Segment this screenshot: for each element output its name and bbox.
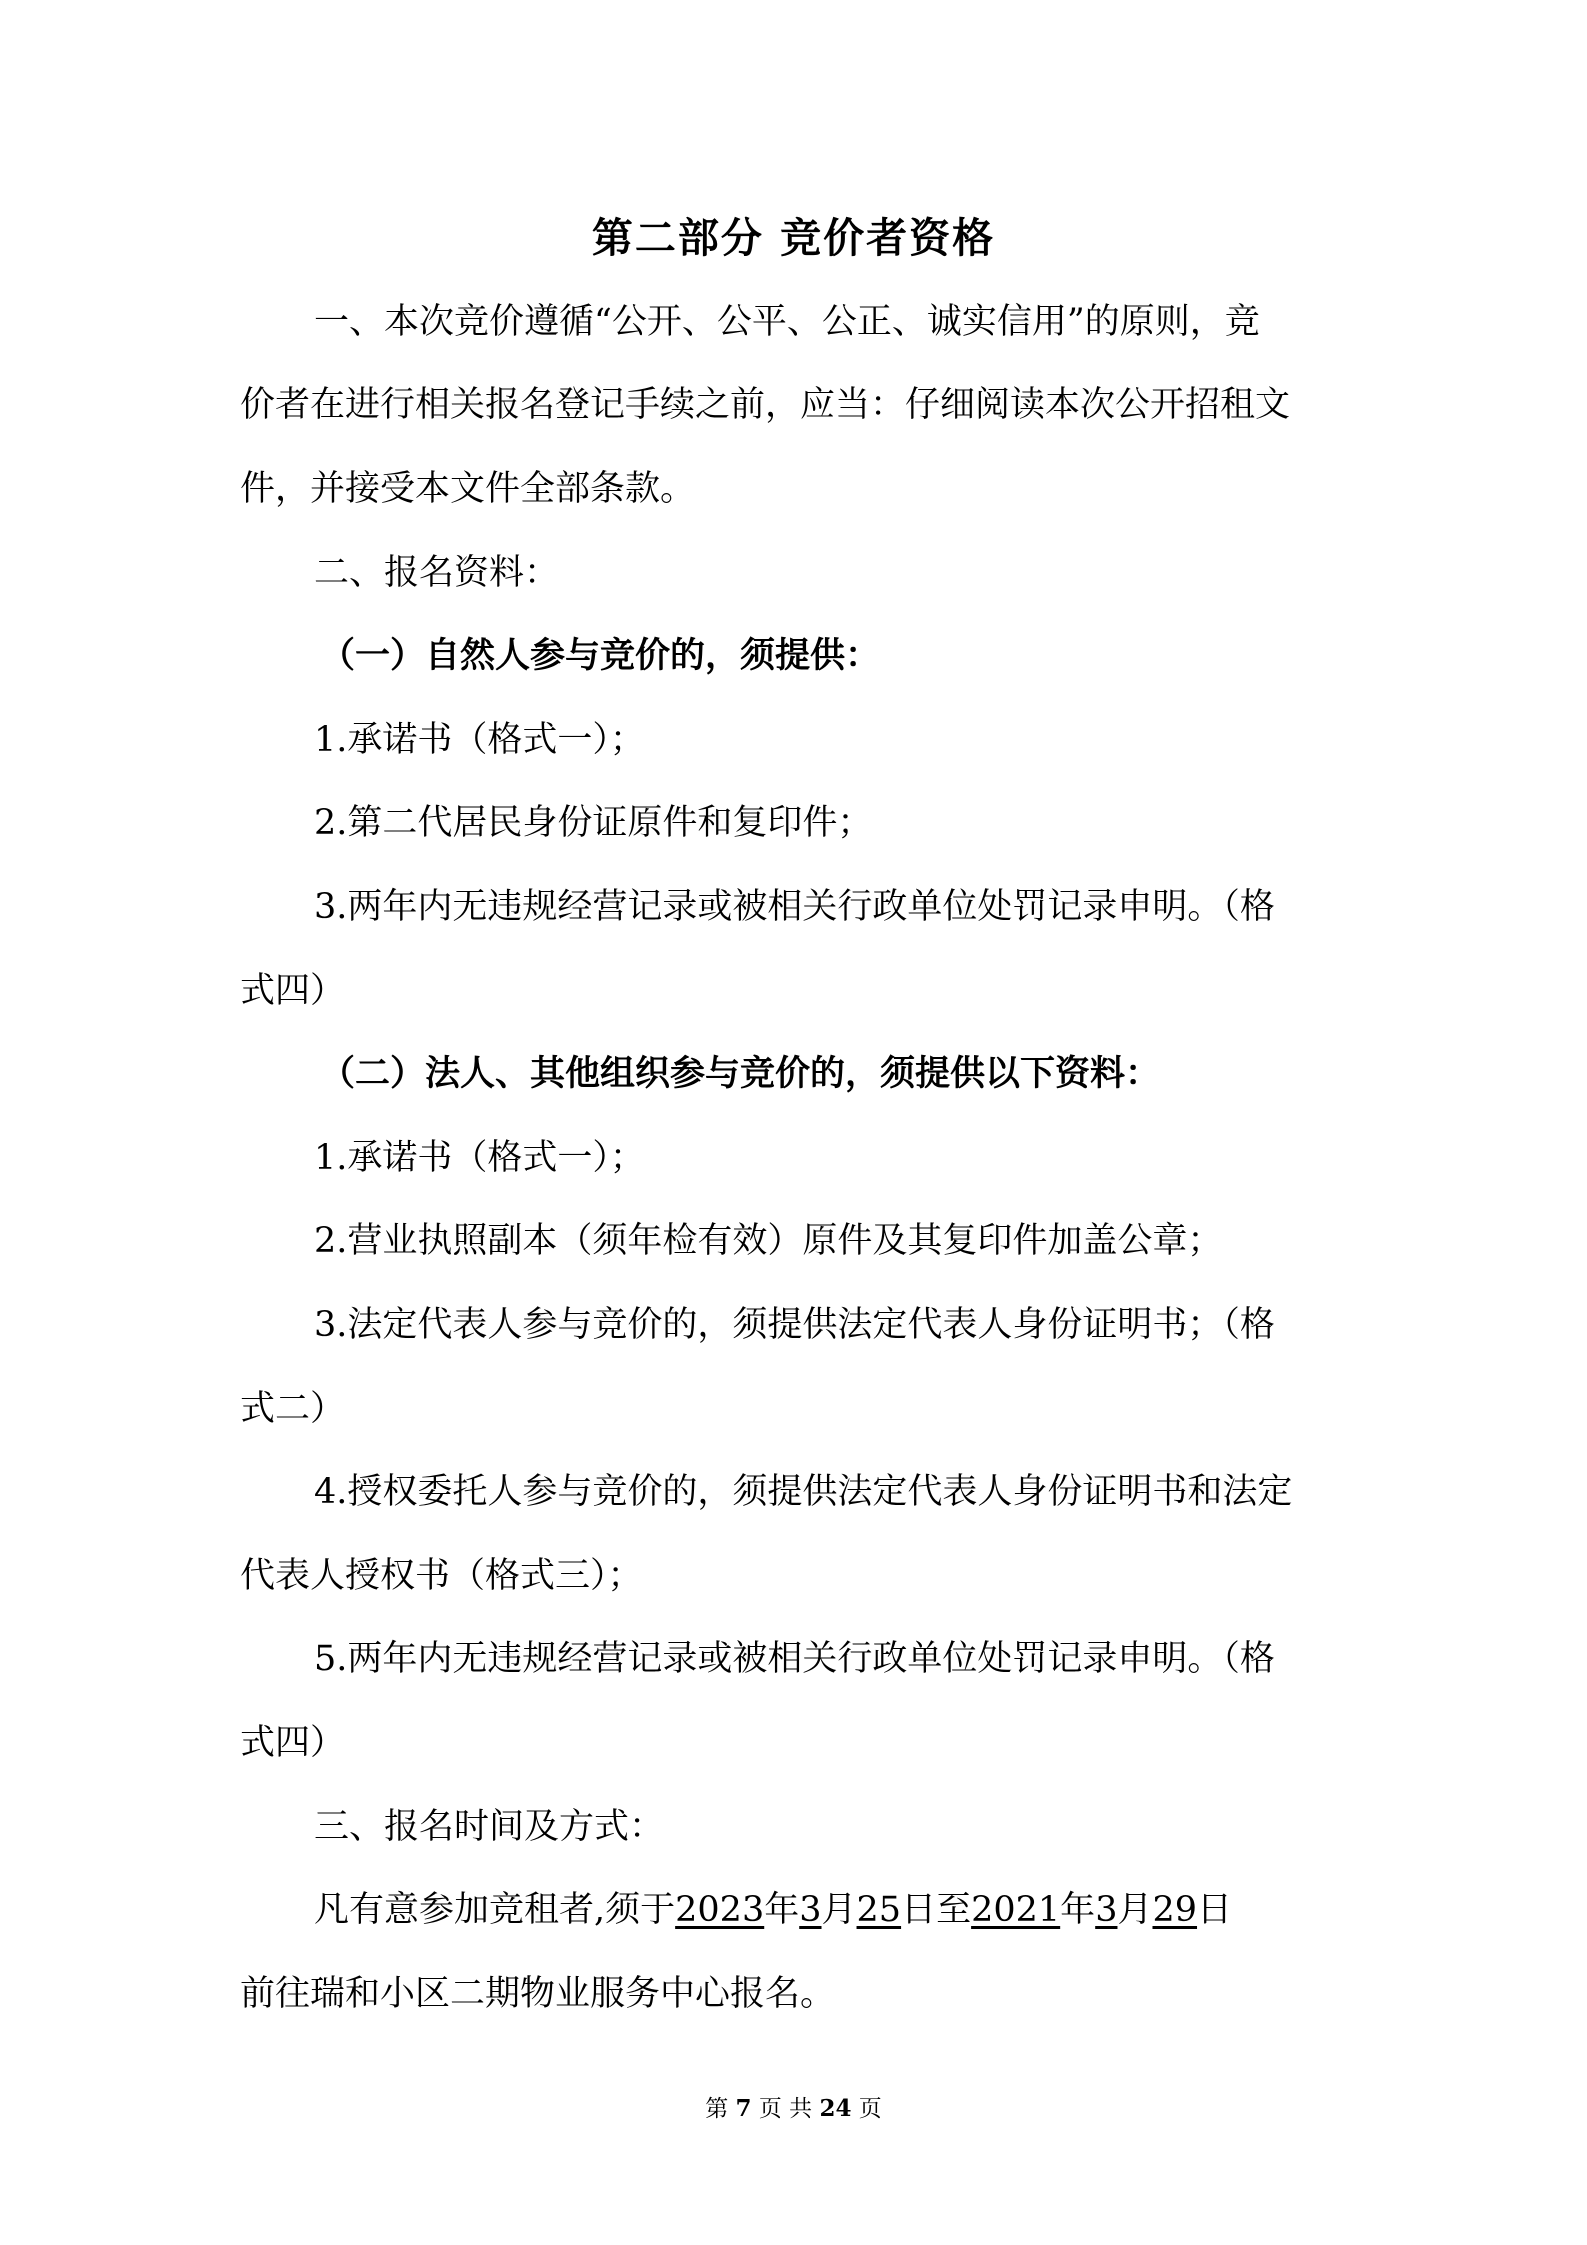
- list-item: 3.法定代表人参与竞价的，须提供法定代表人身份证明书；（格: [314, 1305, 1275, 1345]
- list-item-continuation: 式二）: [240, 1389, 346, 1429]
- list-item-continuation: 代表人授权书（格式三）；: [240, 1556, 643, 1596]
- section-title: 第二部分 竞价者资格: [591, 214, 996, 262]
- list-item: 5.两年内无违规经营记录或被相关行政单位处罚记录申明。（格: [314, 1639, 1275, 1679]
- footer-page-prefix: 第: [705, 2096, 729, 2122]
- list-item: 1.承诺书（格式一）；: [314, 1138, 645, 1178]
- subsection-2-heading: （二）法人、其他组织参与竞价的，须提供以下资料：: [320, 1054, 1161, 1094]
- end-day: 29: [1152, 1890, 1198, 1930]
- list-item: 4.授权委托人参与竞价的，须提供法定代表人身份证明书和法定: [314, 1472, 1293, 1512]
- registration-location-line: 前往瑞和小区二期物业服务中心报名。: [240, 1974, 836, 2014]
- month-label: 月: [821, 1890, 857, 1930]
- start-day: 25: [856, 1890, 902, 1930]
- day-label: 日: [1197, 1890, 1233, 1930]
- paragraph-1-line-1: 一、本次竞价遵循“公开、公平、公正、诚实信用”的原则，竞: [314, 302, 1260, 342]
- start-year: 2023: [675, 1890, 765, 1930]
- month-label: 月: [1117, 1890, 1153, 1930]
- end-year: 2021: [971, 1890, 1061, 1930]
- year-label: 年: [764, 1890, 800, 1930]
- section-3-heading: 三、报名时间及方式：: [314, 1807, 665, 1847]
- paragraph-1-line-2: 价者在进行相关报名登记手续之前，应当：仔细阅读本次公开招租文: [240, 385, 1291, 425]
- start-month: 3: [799, 1890, 822, 1930]
- end-month: 3: [1095, 1890, 1118, 1930]
- total-pages: 24: [819, 2095, 852, 2122]
- footer-page-middle: 页 共: [758, 2096, 813, 2122]
- section-2-heading: 二、报名资料：: [314, 553, 560, 593]
- list-item: 2.第二代居民身份证原件和复印件；: [314, 803, 873, 843]
- registration-period-line: [314, 1885, 1232, 1935]
- year-label: 年: [1060, 1890, 1096, 1930]
- registration-prefix: 凡有意参加竞租者,须于: [314, 1890, 676, 1930]
- subsection-1-heading: （一）自然人参与竞价的，须提供：: [320, 636, 881, 676]
- list-item: 2.营业执照副本（须年检有效）原件及其复印件加盖公章；: [314, 1221, 1223, 1261]
- list-item: 1.承诺书（格式一）；: [314, 720, 645, 760]
- list-item: 3.两年内无违规经营记录或被相关行政单位处罚记录申明。（格: [314, 887, 1275, 927]
- page-number: 7: [735, 2095, 752, 2122]
- list-item-continuation: 式四）: [240, 971, 346, 1011]
- day-to-label: 日至: [901, 1890, 972, 1930]
- footer-page-suffix: 页: [858, 2096, 882, 2122]
- paragraph-1-line-3: 件，并接受本文件全部条款。: [240, 469, 696, 509]
- page-footer: [0, 2093, 1587, 2125]
- list-item-continuation: 式四）: [240, 1723, 346, 1763]
